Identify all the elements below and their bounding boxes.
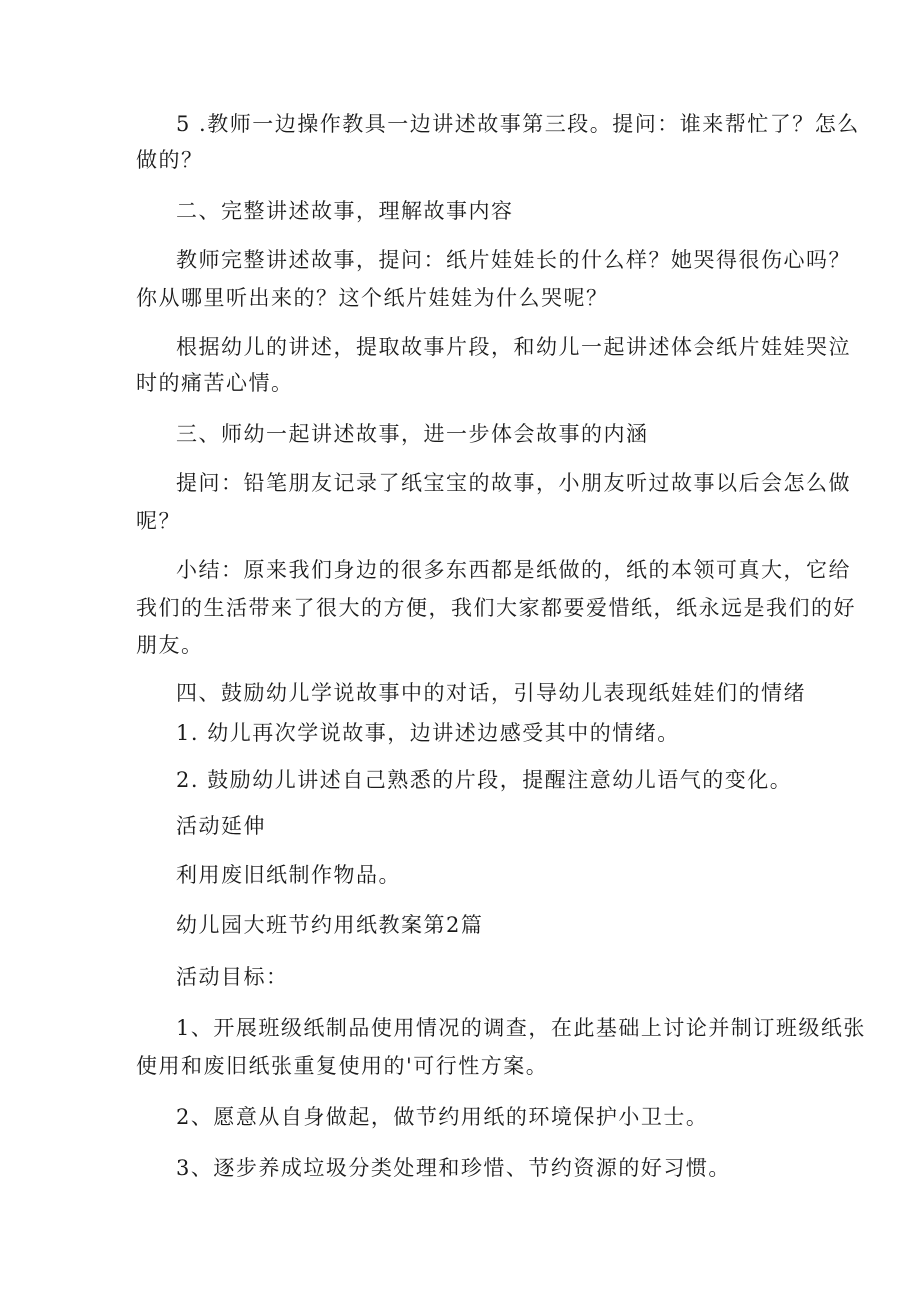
paragraph-pencil-question: 提问：铅笔朋友记录了纸宝宝的故事，小朋友听过故事以后会怎么做 [176, 471, 851, 495]
paragraph-story-fragment: 根据幼儿的讲述，提取故事片段，和幼儿一起讲述体会纸片娃娃哭泣 [176, 335, 851, 359]
heading-activity-extension: 活动延伸 [176, 814, 266, 838]
paragraph-step-5: 5 .教师一边操作教具一边讲述故事第三段。提问：谁来帮忙了？怎么 [176, 112, 860, 136]
paragraph-step-5-cont: 做的？ [136, 148, 204, 172]
paragraph-pencil-question-cont: 呢？ [136, 509, 181, 533]
section-heading-3: 三、师幼一起讲述故事，进一步体会故事的内涵 [176, 422, 649, 446]
paragraph-activity-extension: 利用废旧纸制作物品。 [176, 863, 401, 887]
paragraph-teacher-question: 教师完整讲述故事，提问：纸片娃娃长的什么样？她哭得很伤心吗？ [176, 248, 851, 272]
list-item-1: 1. 幼儿再次学说故事，边讲述边感受其中的情绪。 [176, 721, 680, 745]
goal-item-2: 2、愿意从自身做起，做节约用纸的环境保护小卫士。 [176, 1105, 709, 1129]
goal-item-1: 1、开展班级纸制品使用情况的调查，在此基础上讨论并制订班级纸张 [176, 1016, 866, 1040]
paragraph-story-fragment-cont: 时的痛苦心情。 [136, 371, 294, 395]
heading-activity-goals: 活动目标： [176, 965, 289, 989]
goal-item-1-cont: 使用和废旧纸张重复使用的'可行性方案。 [136, 1054, 549, 1078]
goal-item-3: 3、逐步养成垃圾分类处理和珍惜、节约资源的好习惯。 [176, 1156, 731, 1180]
section-heading-4: 四、鼓励幼儿学说故事中的对话，引导幼儿表现纸娃娃们的情绪 [176, 681, 806, 705]
lesson-title: 幼儿园大班节约用纸教案第2篇 [176, 913, 484, 937]
paragraph-summary-cont-1: 我们的生活带来了很大的方便，我们大家都要爱惜纸，纸永远是我们的好 [136, 596, 856, 620]
list-item-2: 2. 鼓励幼儿讲述自己熟悉的片段，提醒注意幼儿语气的变化。 [176, 768, 793, 792]
paragraph-teacher-question-cont: 你从哪里听出来的？这个纸片娃娃为什么哭呢？ [136, 286, 609, 310]
section-heading-2: 二、完整讲述故事，理解故事内容 [176, 199, 514, 223]
paragraph-summary-cont-2: 朋友。 [136, 633, 204, 657]
paragraph-summary: 小结：原来我们身边的很多东西都是纸做的，纸的本领可真大，它给 [176, 558, 851, 582]
